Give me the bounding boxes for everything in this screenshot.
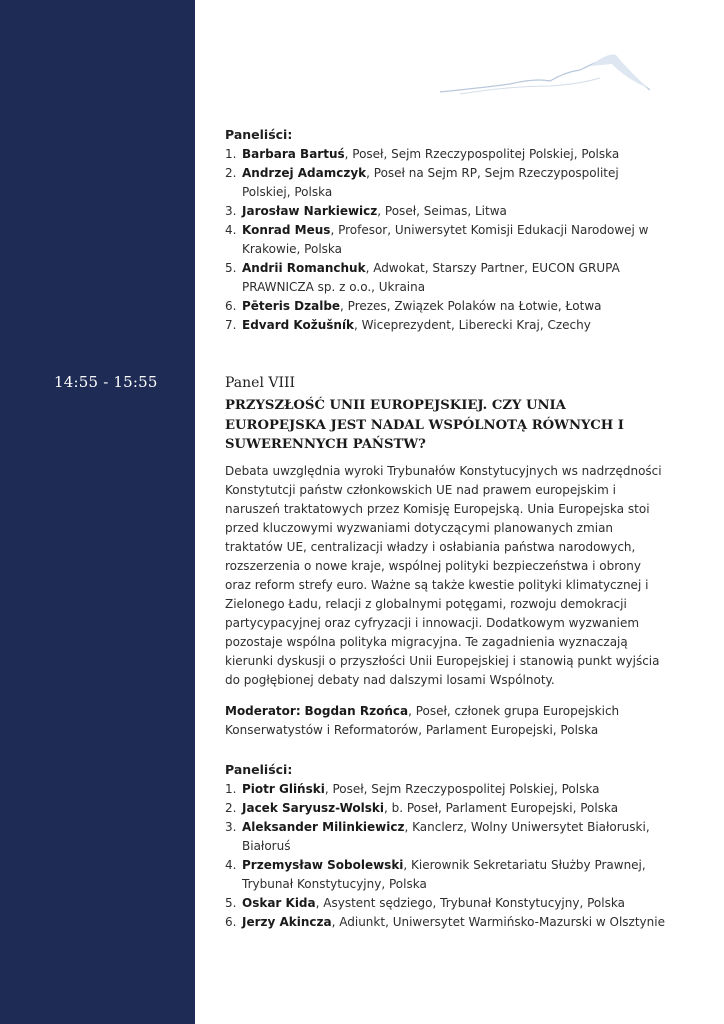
list-number: 4. <box>225 223 237 237</box>
panelists-heading: Paneliści: <box>225 127 293 142</box>
panelist-name: Edvard Kožušník <box>242 318 355 332</box>
panelist-item <box>225 221 670 259</box>
mountain-decoration <box>440 50 650 95</box>
panelist-role: , Adiunkt, Uniwersytet Warmińsko-Mazurski w Olsztynie <box>331 915 665 929</box>
panelist-item <box>225 297 670 316</box>
panel-section <box>225 374 670 690</box>
list-number: 1. <box>225 147 237 161</box>
panelist-name: Aleksander Milinkiewicz <box>242 820 405 834</box>
panelist-role: , Wiceprezydent, Liberecki Kraj, Czechy <box>354 318 591 332</box>
time-slot: 14:55 - 15:55 <box>54 373 158 391</box>
list-number: 6. <box>225 915 237 929</box>
list-number: 6. <box>225 299 237 313</box>
panelist-name: Andrii Romanchuk <box>242 261 366 275</box>
panel-label: Panel VIII <box>225 375 296 391</box>
panelist-name: Piotr Gliński <box>242 782 325 796</box>
panelist-role: , Asystent sędziego, Trybunał Konstytucyjny, Polska <box>315 896 625 910</box>
panel-title: PRZYSZŁOŚĆ UNII EUROPEJSKIEJ. CZY UNIA EUROPEJSKA JEST NADAL WSPÓLNOTĄ RÓWNYCH I SUWERENNYCH PAŃSTW? <box>225 398 624 452</box>
list-number: 1. <box>225 782 237 796</box>
panelist-role: , Poseł na Sejm RP, Sejm Rzeczypospolitej Polskiej, Polska <box>242 166 619 199</box>
moderator-label: Moderator: <box>225 704 301 718</box>
panelist-role: , Adwokat, Starszy Partner, EUCON GRUPA PRAWNICZA sp. z o.o., Ukraina <box>242 261 620 294</box>
panelist-name: Andrzej Adamczyk <box>242 166 367 180</box>
panelists-list-1 <box>225 125 670 335</box>
panelist-item <box>225 913 670 932</box>
sidebar-band <box>0 0 195 1024</box>
panelists-list-2 <box>225 760 670 932</box>
panelist-name: Jerzy Akincza <box>242 915 332 929</box>
list-number: 3. <box>225 204 237 218</box>
list-number: 5. <box>225 261 237 275</box>
panelist-name: Przemysław Sobolewski <box>242 858 404 872</box>
panelist-role: , Kierownik Sekretariatu Służby Prawnej, Trybunał Konstytucyjny, Polska <box>242 858 646 891</box>
panelist-item <box>225 799 670 818</box>
panelist-item <box>225 818 670 856</box>
panelist-name: Oskar Kida <box>242 896 316 910</box>
list-number: 5. <box>225 896 237 910</box>
panelist-item <box>225 894 670 913</box>
panelist-name: Pēteris Dzalbe <box>242 299 341 313</box>
panelist-item <box>225 259 670 297</box>
panelist-role: , b. Poseł, Parlament Europejski, Polska <box>383 801 619 815</box>
list-number: 4. <box>225 858 237 872</box>
panelist-name: Jacek Saryusz-Wolski <box>242 801 384 815</box>
panelist-item <box>225 202 670 221</box>
panelist-item <box>225 316 670 335</box>
panelist-item <box>225 780 670 799</box>
panelists-heading: Paneliści: <box>225 762 293 777</box>
moderator-name: Bogdan Rzońca <box>304 704 409 718</box>
panelist-item <box>225 164 670 202</box>
panelist-role: , Poseł, Seimas, Litwa <box>377 204 507 218</box>
moderator-role: , Poseł, członek grupa Europejskich Konserwatystów i Reformatorów, Parlament Europejski, Polska <box>225 704 620 737</box>
list-number: 3. <box>225 820 237 834</box>
list-number: 7. <box>225 318 237 332</box>
panelist-role: , Poseł, Sejm Rzeczypospolitej Polskiej, Polska <box>344 147 620 161</box>
panelist-role: , Poseł, Sejm Rzeczypospolitej Polskiej, Polska <box>324 782 600 796</box>
panelist-name: Jarosław Narkiewicz <box>242 204 378 218</box>
moderator-line <box>225 702 670 740</box>
panelist-item <box>225 145 670 164</box>
panelist-role: , Prezes, Związek Polaków na Łotwie, Łotwa <box>340 299 602 313</box>
panelist-role: , Kanclerz, Wolny Uniwersytet Białoruski, Białoruś <box>242 820 650 853</box>
list-number: 2. <box>225 166 237 180</box>
panelist-item <box>225 856 670 894</box>
panelist-name: Konrad Meus <box>242 223 331 237</box>
panelist-name: Barbara Bartuś <box>242 147 345 161</box>
panel-description: Debata uwzględnia wyroki Trybunałów Konstytucyjnych ws nadrzędności Konstytutcji państw członkowskich UE nad prawem europejskim i naruszeń traktatowych przez Komisję Europejską. Unia Europejska stoi przed kluczowymi wyzwaniami dotyczącymi planowanych zmian traktatów UE, centralizacji władzy i osłabiania państwa narodowych, rozszerzenia o nowe kraje, wspólnej polityki bezpieczeństwa i obrony oraz reform strefy euro. Ważne są także kwestie polityki klimatycznej i Zielonego Ładu, relacji z globalnymi potęgami, rozwoju demokracji partycypacyjnej oraz cyfryzacji i innowacji. Dodatkowym wyzwaniem pozostaje wspólna polityka migracyjna. Te zagadnienia wyznaczają kierunki dyskusji o przyszłości Unii Europejskiej i stanowią punkt wyjścia do pogłębionej debaty nad dalszymi losami Wspólnoty. <box>225 463 662 687</box>
list-number: 2. <box>225 801 237 815</box>
panelist-role: , Profesor, Uniwersytet Komisji Edukacji Narodowej w Krakowie, Polska <box>242 223 649 256</box>
